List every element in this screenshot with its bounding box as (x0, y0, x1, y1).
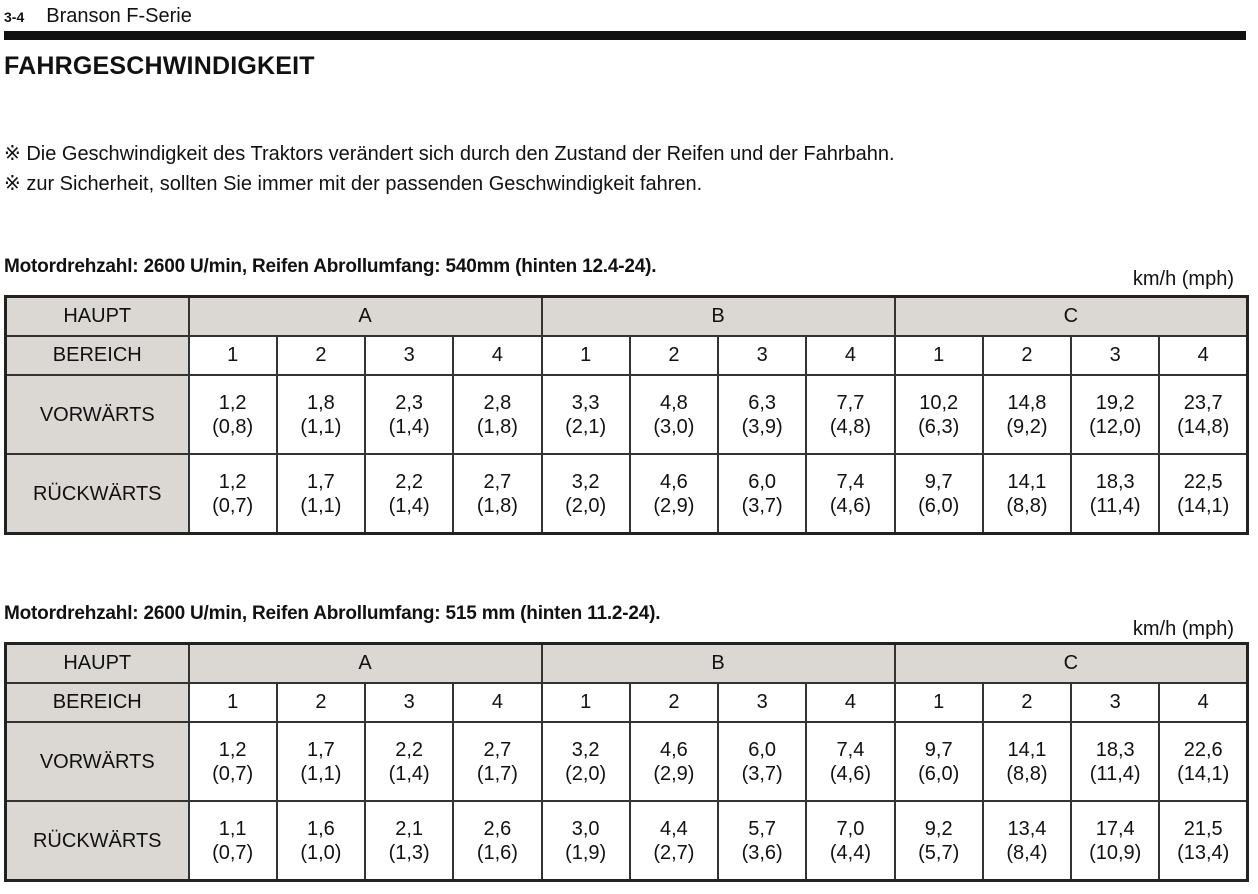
speed-kmh: 9,7 (924, 470, 953, 493)
table-2-unit: km/h (mph) (1132, 618, 1234, 640)
speed-cell (806, 722, 894, 801)
speed-kmh: 2,7 (483, 738, 512, 761)
speed-kmh: 21,5 (1183, 817, 1223, 840)
speed-kmh: 2,6 (483, 817, 512, 840)
speed-mph: (4,4) (829, 841, 871, 864)
speed-mph: (2,9) (653, 494, 695, 517)
range-cell: 1 (895, 336, 983, 375)
speed-kmh: 4,6 (660, 738, 688, 761)
speed-mph: (11,4) (1089, 494, 1141, 517)
speed-mph: (1,1) (300, 494, 342, 517)
speed-cell (983, 722, 1071, 801)
speed-mph: (2,7) (653, 841, 695, 864)
speed-cell (453, 801, 541, 881)
speed-kmh: 2,7 (483, 470, 512, 493)
speed-kmh: 7,0 (836, 817, 865, 840)
range-cell: 4 (806, 336, 894, 375)
range-cell: 2 (277, 683, 365, 722)
speed-kmh: 14,1 (1007, 738, 1047, 761)
speed-kmh: 1,8 (306, 391, 335, 414)
speed-kmh: 3,0 (571, 817, 600, 840)
speed-cell (983, 801, 1071, 881)
speed-mph: (3,7) (741, 494, 783, 517)
speed-mph: (1,7) (476, 762, 518, 785)
speed-kmh: 9,7 (924, 738, 953, 761)
main-gear-row (6, 297, 1248, 337)
speed-kmh: 6,3 (748, 391, 777, 414)
speed-cell (277, 722, 365, 801)
speed-row (6, 801, 1248, 881)
speed-cell (1159, 722, 1247, 801)
range-row (6, 336, 1248, 375)
main-gear-group: A (189, 297, 542, 337)
speed-cell (542, 375, 630, 454)
speed-kmh: 1,1 (218, 817, 247, 840)
speed-mph: (2,0) (565, 762, 607, 785)
speed-kmh: 2,2 (395, 738, 424, 761)
speed-kmh: 1,7 (306, 470, 335, 493)
speed-mph: (14,1) (1177, 494, 1230, 517)
speed-cell (1159, 375, 1247, 454)
speed-kmh: 2,3 (395, 391, 424, 414)
range-cell: 2 (983, 336, 1071, 375)
speed-kmh: 7,4 (836, 470, 865, 493)
range-cell: 1 (189, 336, 277, 375)
speed-cell (542, 801, 630, 881)
speed-cell (895, 722, 983, 801)
speed-cell (1071, 454, 1159, 534)
speed-table-2 (4, 642, 1249, 882)
speed-cell (365, 722, 453, 801)
note-tire-condition: ※ Die Geschwindigkeit des Traktors verändert sich durch den Zustand der Reifen und der Fahrbahn. (4, 143, 895, 165)
range-cell: 3 (718, 683, 806, 722)
speed-cell (189, 801, 277, 881)
speed-mph: (14,1) (1177, 762, 1230, 785)
speed-mph: (10,9) (1089, 841, 1142, 864)
direction-label: VORWÄRTS (6, 722, 189, 801)
speed-cell (365, 375, 453, 454)
speed-cell (718, 801, 806, 881)
speed-cell (630, 375, 718, 454)
speed-cell (453, 722, 541, 801)
speed-kmh: 3,2 (571, 470, 600, 493)
speed-cell (895, 454, 983, 534)
speed-kmh: 6,0 (748, 470, 777, 493)
speed-mph: (0,7) (212, 762, 254, 785)
range-cell: 3 (718, 336, 806, 375)
speed-kmh: 4,4 (660, 817, 688, 840)
speed-kmh: 7,7 (836, 391, 865, 414)
range-label: BEREICH (6, 683, 189, 722)
range-cell: 4 (453, 336, 541, 375)
speed-cell (895, 375, 983, 454)
speed-cell (630, 722, 718, 801)
direction-label: VORWÄRTS (6, 375, 189, 454)
speed-cell (1159, 454, 1247, 534)
main-gear-group: B (542, 297, 895, 337)
speed-mph: (13,4) (1177, 841, 1230, 864)
speed-mph: (1,1) (300, 415, 342, 438)
speed-cell (365, 801, 453, 881)
speed-kmh: 6,0 (748, 738, 777, 761)
speed-mph: (1,8) (476, 415, 518, 438)
main-gear-label: HAUPT (6, 297, 189, 337)
speed-cell (277, 454, 365, 534)
note-safety: ※ zur Sicherheit, sollten Sie immer mit der passenden Geschwindigkeit fahren. (4, 173, 703, 195)
speed-cell (895, 801, 983, 881)
speed-kmh: 2,1 (395, 817, 424, 840)
speed-mph: (8,4) (1006, 841, 1048, 864)
range-label: BEREICH (6, 336, 189, 375)
speed-kmh: 1,2 (218, 738, 247, 761)
speed-mph: (2,9) (653, 762, 695, 785)
speed-cell (542, 722, 630, 801)
range-cell: 4 (1159, 683, 1247, 722)
range-cell: 4 (453, 683, 541, 722)
speed-mph: (4,8) (829, 415, 871, 438)
page-header (4, 5, 192, 29)
speed-kmh: 2,8 (483, 391, 512, 414)
speed-mph: (9,2) (1006, 415, 1048, 438)
speed-kmh: 18,3 (1095, 738, 1135, 761)
speed-kmh: 1,6 (306, 817, 335, 840)
speed-kmh: 19,2 (1095, 391, 1135, 414)
speed-cell (1071, 801, 1159, 881)
speed-kmh: 22,5 (1183, 470, 1223, 493)
speed-kmh: 1,2 (218, 391, 247, 414)
speed-mph: (11,4) (1089, 762, 1141, 785)
speed-mph: (2,0) (565, 494, 607, 517)
speed-kmh: 13,4 (1007, 817, 1047, 840)
speed-cell (542, 454, 630, 534)
speed-cell (189, 375, 277, 454)
range-cell: 3 (365, 683, 453, 722)
range-cell: 1 (895, 683, 983, 722)
speed-mph: (6,3) (918, 415, 960, 438)
speed-kmh: 17,4 (1095, 817, 1135, 840)
speed-cell (277, 375, 365, 454)
speed-cell (718, 454, 806, 534)
speed-kmh: 14,1 (1007, 470, 1047, 493)
range-cell: 3 (365, 336, 453, 375)
direction-label: RÜCKWÄRTS (6, 801, 189, 881)
direction-label: RÜCKWÄRTS (6, 454, 189, 534)
speed-mph: (0,8) (212, 415, 254, 438)
range-cell: 3 (1071, 336, 1159, 375)
main-gear-group: B (542, 644, 895, 684)
speed-cell (189, 454, 277, 534)
range-cell: 4 (1159, 336, 1247, 375)
speed-mph: (12,0) (1089, 415, 1142, 438)
speed-kmh: 18,3 (1095, 470, 1135, 493)
header-rule (4, 31, 1246, 40)
speed-mph: (0,7) (212, 494, 254, 517)
speed-mph: (3,9) (741, 415, 783, 438)
document-title: Branson F-Serie (46, 5, 192, 27)
speed-row (6, 722, 1248, 801)
table-1-unit: km/h (mph) (1132, 268, 1234, 290)
speed-cell (630, 801, 718, 881)
speed-cell (983, 454, 1071, 534)
speed-mph: (0,7) (212, 841, 254, 864)
speed-mph: (3,6) (741, 841, 783, 864)
speed-table-1 (4, 295, 1249, 535)
speed-kmh: 22,6 (1183, 738, 1223, 761)
speed-mph: (1,4) (388, 415, 430, 438)
range-cell: 1 (189, 683, 277, 722)
speed-kmh: 23,7 (1183, 391, 1223, 414)
table-1-caption: Motordrehzahl: 2600 U/min, Reifen Abrollumfang: 540mm (hinten 12.4-24). (4, 256, 657, 277)
speed-cell (1071, 722, 1159, 801)
speed-cell (277, 801, 365, 881)
speed-kmh: 4,6 (660, 470, 688, 493)
range-cell: 2 (277, 336, 365, 375)
speed-cell (718, 375, 806, 454)
speed-cell (453, 375, 541, 454)
speed-mph: (1,4) (388, 494, 430, 517)
speed-mph: (1,6) (476, 841, 518, 864)
speed-mph: (8,8) (1006, 762, 1048, 785)
speed-mph: (14,8) (1177, 415, 1230, 438)
speed-mph: (1,9) (565, 841, 607, 864)
section-title: FAHRGESCHWINDIGKEIT (4, 52, 315, 80)
speed-cell (806, 375, 894, 454)
speed-kmh: 10,2 (919, 391, 959, 414)
page-number: 3-4 (4, 9, 25, 25)
speed-cell (189, 722, 277, 801)
speed-mph: (3,7) (741, 762, 783, 785)
speed-mph: (1,3) (388, 841, 430, 864)
range-cell: 2 (630, 683, 718, 722)
main-gear-group: C (895, 297, 1248, 337)
speed-kmh: 9,2 (924, 817, 953, 840)
range-cell: 2 (983, 683, 1071, 722)
range-cell: 1 (542, 683, 630, 722)
range-cell: 2 (630, 336, 718, 375)
main-gear-row (6, 644, 1248, 684)
speed-mph: (2,1) (565, 415, 607, 438)
range-cell: 3 (1071, 683, 1159, 722)
speed-kmh: 14,8 (1007, 391, 1047, 414)
speed-mph: (5,7) (918, 841, 960, 864)
speed-cell (718, 722, 806, 801)
speed-mph: (1,0) (300, 841, 342, 864)
speed-mph: (1,4) (388, 762, 430, 785)
speed-mph: (3,0) (653, 415, 695, 438)
speed-mph: (1,1) (300, 762, 342, 785)
speed-mph: (4,6) (829, 494, 871, 517)
speed-cell (983, 375, 1071, 454)
speed-kmh: 3,2 (571, 738, 600, 761)
speed-kmh: 1,2 (218, 470, 247, 493)
speed-cell (1159, 801, 1247, 881)
main-gear-group: A (189, 644, 542, 684)
speed-kmh: 2,2 (395, 470, 424, 493)
speed-mph: (8,8) (1006, 494, 1048, 517)
speed-row (6, 375, 1248, 454)
speed-mph: (4,6) (829, 762, 871, 785)
speed-cell (806, 801, 894, 881)
speed-kmh: 1,7 (306, 738, 335, 761)
speed-kmh: 4,8 (660, 391, 688, 414)
speed-kmh: 5,7 (748, 817, 777, 840)
speed-cell (806, 454, 894, 534)
main-gear-group: C (895, 644, 1248, 684)
speed-cell (453, 454, 541, 534)
main-gear-label: HAUPT (6, 644, 189, 684)
speed-mph: (1,8) (476, 494, 518, 517)
range-cell: 1 (542, 336, 630, 375)
speed-kmh: 3,3 (571, 391, 600, 414)
range-cell: 4 (806, 683, 894, 722)
range-row (6, 683, 1248, 722)
speed-mph: (6,0) (918, 494, 960, 517)
table-2-caption: Motordrehzahl: 2600 U/min, Reifen Abrollumfang: 515 mm (hinten 11.2-24). (4, 603, 661, 624)
speed-mph: (6,0) (918, 762, 960, 785)
speed-kmh: 7,4 (836, 738, 865, 761)
speed-cell (1071, 375, 1159, 454)
speed-cell (365, 454, 453, 534)
speed-cell (630, 454, 718, 534)
speed-row (6, 454, 1248, 534)
